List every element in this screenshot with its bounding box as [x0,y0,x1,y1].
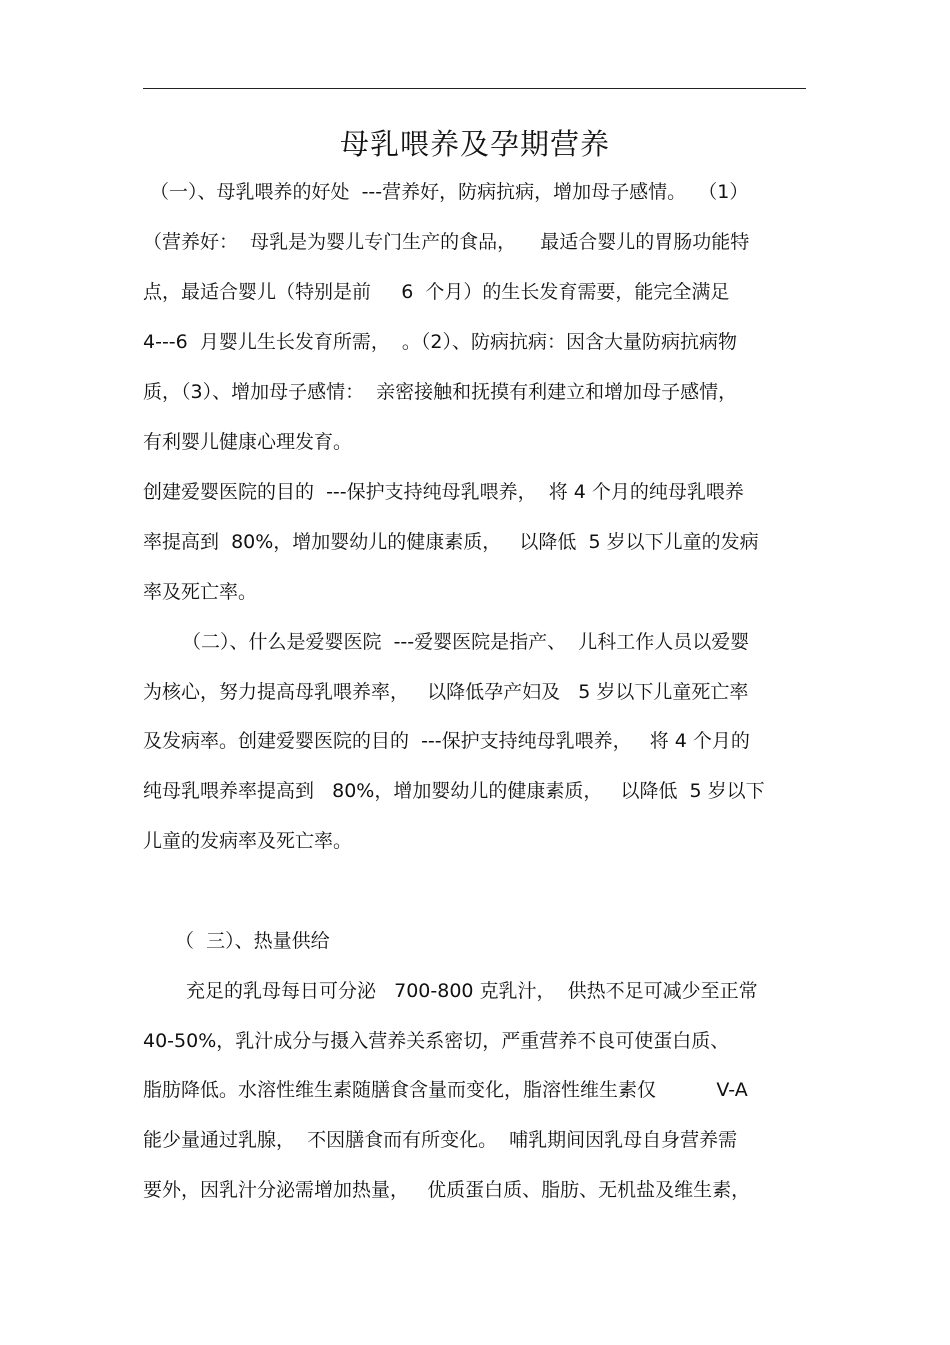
text-line: 能少量通过乳腺， 不因膳食而有所变化。 哺乳期间因乳母自身营养需 [143,1129,738,1151]
text-line: 率提高到 80%，增加婴幼儿的健康素质， 以降低 5 岁以下儿童的发病 [143,531,759,553]
text-line: （营养好： 母乳是为婴儿专门生产的食品， 最适合婴儿的胃肠功能特 [143,231,750,253]
text-line: 率及死亡率。 [143,581,258,603]
text-line: 要外，因乳汁分泌需增加热量， 优质蛋白质、脂肪、无机盐及维生素， [143,1179,751,1201]
text-line: 质，（3）、增加母子感情： 亲密接触和抚摸有利建立和增加母子感情， [143,381,738,403]
text-line: （一）、母乳喂养的好处 ---营养好，防病抗病，增加母子感情。 （1） [150,181,749,203]
header-rule [143,88,806,89]
text-line: 儿童的发病率及死亡率。 [143,830,353,852]
text-line: 40-50%，乳汁成分与摄入营养关系密切，严重营养不良可使蛋白质、 [143,1030,730,1052]
text-line: 纯母乳喂养率提高到 80%，增加婴幼儿的健康素质， 以降低 5 岁以下 [143,780,765,802]
text-line: 创建爱婴医院的目的 ---保护支持纯母乳喂养， 将 4 个月的纯母乳喂养 [143,481,744,503]
text-line: 4---6 月婴儿生长发育所需， 。（2）、防病抗病：因含大量防病抗病物 [143,331,737,353]
text-line: 充足的乳母每日可分泌 700-800 克乳汁， 供热不足可减少至正常 [186,980,758,1002]
section-heading: （ 三）、热量供给 [175,930,330,952]
text-line: （二）、什么是爱婴医院 ---爱婴医院是指产、 儿科工作人员以爱婴 [182,631,750,653]
text-line: 为核心，努力提高母乳喂养率， 以降低孕产妇及 5 岁以下儿童死亡率 [143,681,749,703]
text-line: 及发病率。创建爱婴医院的目的 ---保护支持纯母乳喂养， 将 4 个月的 [143,730,750,752]
text-line: 点，最适合婴儿（特别是前 6 个月）的生长发育需要，能完全满足 [143,281,730,303]
text-line: 有利婴儿健康心理发育。 [143,431,353,453]
text-line: 脂肪降低。水溶性维生素随膳食含量而变化，脂溶性维生素仅 V-A [143,1079,748,1101]
page-title: 母乳喂养及孕期营养 [339,127,610,161]
